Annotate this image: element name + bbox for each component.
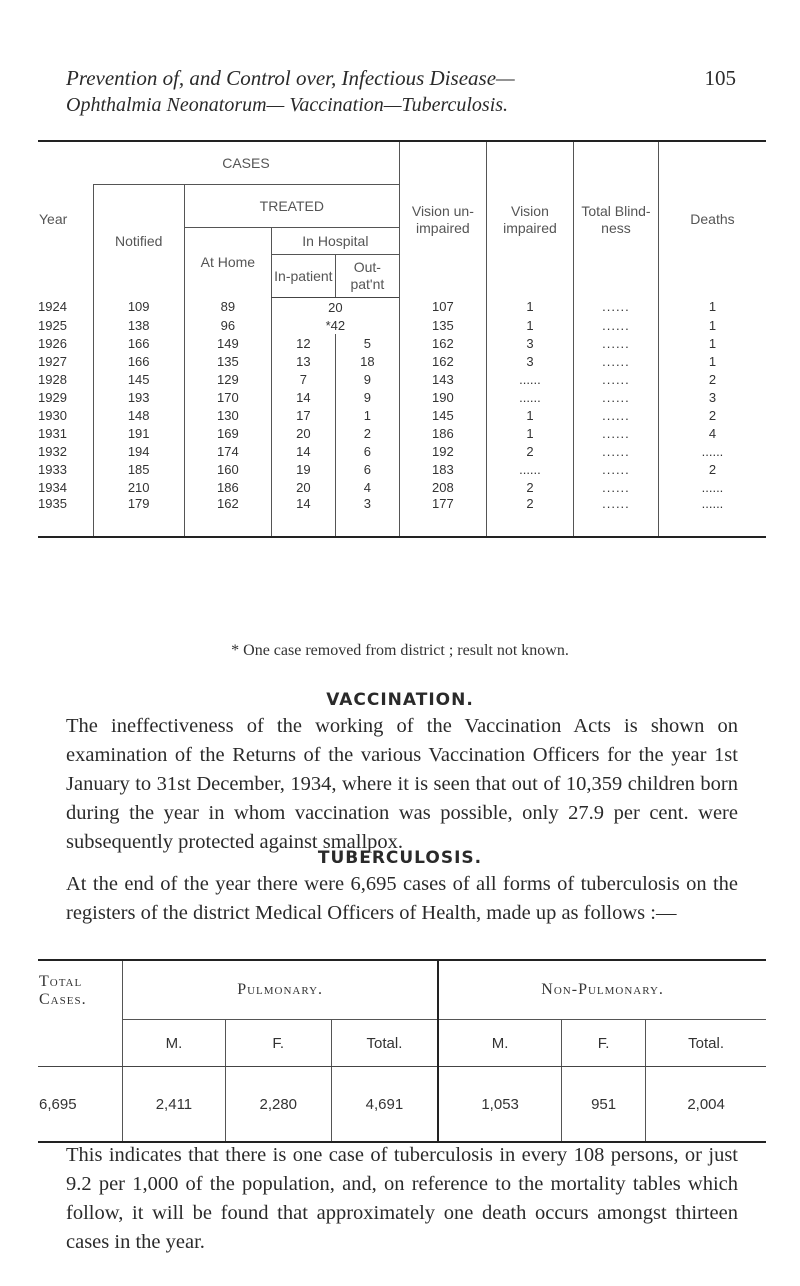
cell-vision-impaired: 3 (486, 334, 573, 352)
cell-vision-impaired: 1 (486, 298, 573, 317)
col-non-pulmonary-m: M. (438, 1020, 561, 1067)
cell-out-patient: 2 (335, 424, 399, 442)
cell-out-patient: 6 (335, 460, 399, 478)
cell-out-patient: 6 (335, 442, 399, 460)
cell-total-blindness: ...... (573, 478, 658, 496)
cell-in-patient: 13 (271, 352, 335, 370)
cell-notified: 185 (93, 460, 184, 478)
cell-hospital-combined: *42 (271, 316, 399, 334)
cell-deaths: 1 (658, 298, 766, 317)
col-vision-impaired: Vision impaired (486, 141, 573, 298)
col-non-pulmonary-f: F. (562, 1020, 646, 1067)
cell-deaths: 2 (658, 460, 766, 478)
cell-vision-unimpaired: 186 (399, 424, 486, 442)
non-pulmonary-f-value: 951 (562, 1067, 646, 1143)
cell-vision-impaired: 2 (486, 496, 573, 537)
non-pulmonary-total-value: 2,004 (646, 1067, 766, 1143)
cell-year: 1935 (38, 496, 93, 537)
cell-in-patient: 14 (271, 388, 335, 406)
cell-total-blindness: ...... (573, 388, 658, 406)
cell-year: 1930 (38, 407, 67, 423)
cell-vision-unimpaired: 192 (399, 442, 486, 460)
closing-paragraph: This indicates that there is one case of tuberculosis in every 108 persons, or just 9.2 per 1,000 of the population, and, on reference to the mortality tables which follow, it will be found that approximately one death occurs amongst thirteen cases in the year. (66, 1144, 738, 1253)
pulmonary-total-value: 4,691 (331, 1067, 438, 1143)
cell-out-patient: 3 (335, 496, 399, 537)
cell-at-home: 169 (184, 424, 271, 442)
cell-notified: 166 (93, 352, 184, 370)
cell-year: 1927 (38, 353, 67, 369)
cell-in-patient: 14 (271, 442, 335, 460)
table-footnote: * One case removed from district ; result not known. (231, 642, 569, 659)
cell-year: 1931 (38, 425, 67, 441)
table-row (38, 298, 766, 317)
col-non-pulmonary: Non-Pulmonary. (438, 960, 766, 1020)
cell-in-patient: 14 (271, 496, 335, 537)
cell-vision-impaired: 2 (486, 478, 573, 496)
table-row (38, 334, 766, 352)
cell-in-patient: 12 (271, 334, 335, 352)
cell-year: 1926 (38, 335, 67, 351)
table-row (38, 352, 766, 370)
col-total-blindness: Total Blind-ness (573, 141, 658, 298)
cell-year: 1929 (38, 389, 67, 405)
cell-vision-unimpaired: 143 (399, 370, 486, 388)
cell-vision-unimpaired: 208 (399, 478, 486, 496)
cell-out-patient: 9 (335, 370, 399, 388)
cell-deaths: 1 (658, 316, 766, 334)
cell-total-blindness: ...... (573, 298, 658, 317)
cell-total-blindness: ...... (573, 316, 658, 334)
cell-in-patient: 17 (271, 406, 335, 424)
cell-total-blindness: ...... (573, 424, 658, 442)
table-row (38, 388, 766, 406)
cell-deaths: ...... (658, 442, 766, 460)
cell-at-home: 129 (184, 370, 271, 388)
ophthalmia-table (38, 140, 766, 538)
cell-at-home: 162 (184, 496, 271, 537)
table-row (38, 442, 766, 460)
cell-notified: 148 (93, 406, 184, 424)
cell-vision-unimpaired: 183 (399, 460, 486, 478)
cell-deaths: 4 (658, 424, 766, 442)
cell-vision-unimpaired: 162 (399, 334, 486, 352)
table-row (38, 406, 766, 424)
col-pulmonary-f: F. (225, 1020, 331, 1067)
cell-at-home: 174 (184, 442, 271, 460)
table-row (38, 478, 766, 496)
cell-in-patient: 19 (271, 460, 335, 478)
cell-vision-impaired: 2 (486, 442, 573, 460)
cell-at-home: 186 (184, 478, 271, 496)
cell-total-blindness: ...... (573, 496, 658, 537)
cell-vision-unimpaired: 190 (399, 388, 486, 406)
cell-notified: 145 (93, 370, 184, 388)
pulmonary-m-value: 2,411 (123, 1067, 226, 1143)
total-cases-value: 6,695 (38, 1067, 123, 1143)
header-subtitle: Ophthalmia Neonatorum— Vaccination—Tuberculosis. (66, 94, 509, 116)
cell-in-patient: 7 (271, 370, 335, 388)
col-out-patient: Out-pat'nt (335, 255, 399, 298)
cell-notified: 138 (93, 316, 184, 334)
cell-out-patient: 4 (335, 478, 399, 496)
col-treated: TREATED (184, 185, 399, 228)
cell-vision-impaired: ...... (486, 388, 573, 406)
col-deaths: Deaths (658, 141, 766, 298)
cell-vision-unimpaired: 177 (399, 496, 486, 537)
col-pulmonary: Pulmonary. (123, 960, 439, 1020)
cell-at-home: 135 (184, 352, 271, 370)
cell-deaths: 2 (658, 406, 766, 424)
table-row (38, 496, 766, 537)
cell-notified: 194 (93, 442, 184, 460)
cell-vision-unimpaired: 107 (399, 298, 486, 317)
col-pulmonary-total: Total. (331, 1020, 438, 1067)
non-pulmonary-m-value: 1,053 (438, 1067, 561, 1143)
cell-deaths: 1 (658, 352, 766, 370)
cell-year: 1928 (38, 371, 67, 387)
cell-at-home: 160 (184, 460, 271, 478)
col-year: Year (38, 141, 93, 298)
cell-at-home: 130 (184, 406, 271, 424)
pulmonary-f-value: 2,280 (225, 1067, 331, 1143)
running-header (66, 66, 736, 91)
cell-vision-impaired: ...... (486, 460, 573, 478)
cell-vision-unimpaired: 135 (399, 316, 486, 334)
cell-year: 1924 (38, 299, 67, 315)
cell-deaths: ...... (658, 478, 766, 496)
cell-deaths: 2 (658, 370, 766, 388)
cell-out-patient: 1 (335, 406, 399, 424)
cell-out-patient: 9 (335, 388, 399, 406)
cell-total-blindness: ...... (573, 370, 658, 388)
cell-year: 1933 (38, 461, 67, 477)
cell-year: 1934 (38, 479, 67, 495)
cell-notified: 109 (93, 298, 184, 317)
table-row (38, 370, 766, 388)
cell-total-blindness: ...... (573, 334, 658, 352)
tuberculosis-table (38, 959, 766, 1143)
col-in-hospital: In Hospital (271, 228, 399, 255)
cell-vision-unimpaired: 162 (399, 352, 486, 370)
col-in-patient: In-patient (271, 255, 335, 298)
cell-at-home: 170 (184, 388, 271, 406)
vaccination-paragraph: The ineffectiveness of the working of the Vaccination Acts is shown on examination of the Returns of the various Vaccination Officers for the year 1st January to 31st December, 1934, where it is seen that out of 10,359 children born during the year in whom vaccination was possible, only 27.9 per cent. were subsequently protected against smallpox. (66, 715, 738, 853)
tuberculosis-heading: TUBERCULOSIS. (317, 848, 483, 868)
col-pulmonary-m: M. (123, 1020, 226, 1067)
cell-in-patient: 20 (271, 424, 335, 442)
cell-out-patient: 18 (335, 352, 399, 370)
cell-notified: 166 (93, 334, 184, 352)
table-row (38, 424, 766, 442)
vaccination-heading: VACCINATION. (326, 690, 474, 710)
cell-vision-impaired: 1 (486, 316, 573, 334)
header-title: Prevention of, and Control over, Infectious Disease— (66, 66, 515, 90)
table-row (38, 460, 766, 478)
cell-vision-impaired: 1 (486, 424, 573, 442)
col-vision-unimpaired: Vision un-impaired (399, 141, 486, 298)
cell-year: 1925 (38, 317, 67, 333)
cell-at-home: 96 (184, 316, 271, 334)
col-cases: CASES (93, 141, 399, 185)
cell-total-blindness: ...... (573, 442, 658, 460)
cell-deaths: 1 (658, 334, 766, 352)
cell-deaths: 3 (658, 388, 766, 406)
col-total-cases: Total Cases. (38, 960, 123, 1067)
cell-vision-unimpaired: 145 (399, 406, 486, 424)
table-row (38, 316, 766, 334)
col-notified: Notified (93, 185, 184, 298)
col-at-home: At Home (184, 228, 271, 298)
cell-vision-impaired: 3 (486, 352, 573, 370)
tuberculosis-paragraph: At the end of the year there were 6,695 cases of all forms of tuberculosis on the registers of the district Medical Officers of Health, made up as follows :— (66, 873, 738, 924)
cell-total-blindness: ...... (573, 352, 658, 370)
cell-notified: 210 (93, 478, 184, 496)
page-number: 105 (704, 66, 736, 90)
col-non-pulmonary-total: Total. (646, 1020, 766, 1067)
ophthalmia-table-body (38, 298, 766, 538)
cell-hospital-combined: 20 (271, 298, 399, 317)
cell-notified: 191 (93, 424, 184, 442)
cell-at-home: 89 (184, 298, 271, 317)
cell-year: 1932 (38, 443, 67, 459)
cell-vision-impaired: ...... (486, 370, 573, 388)
cell-at-home: 149 (184, 334, 271, 352)
cell-vision-impaired: 1 (486, 406, 573, 424)
cell-out-patient: 5 (335, 334, 399, 352)
cell-deaths: ...... (658, 496, 766, 537)
cell-total-blindness: ...... (573, 406, 658, 424)
cell-notified: 193 (93, 388, 184, 406)
cell-total-blindness: ...... (573, 460, 658, 478)
cell-notified: 179 (93, 496, 184, 537)
cell-in-patient: 20 (271, 478, 335, 496)
